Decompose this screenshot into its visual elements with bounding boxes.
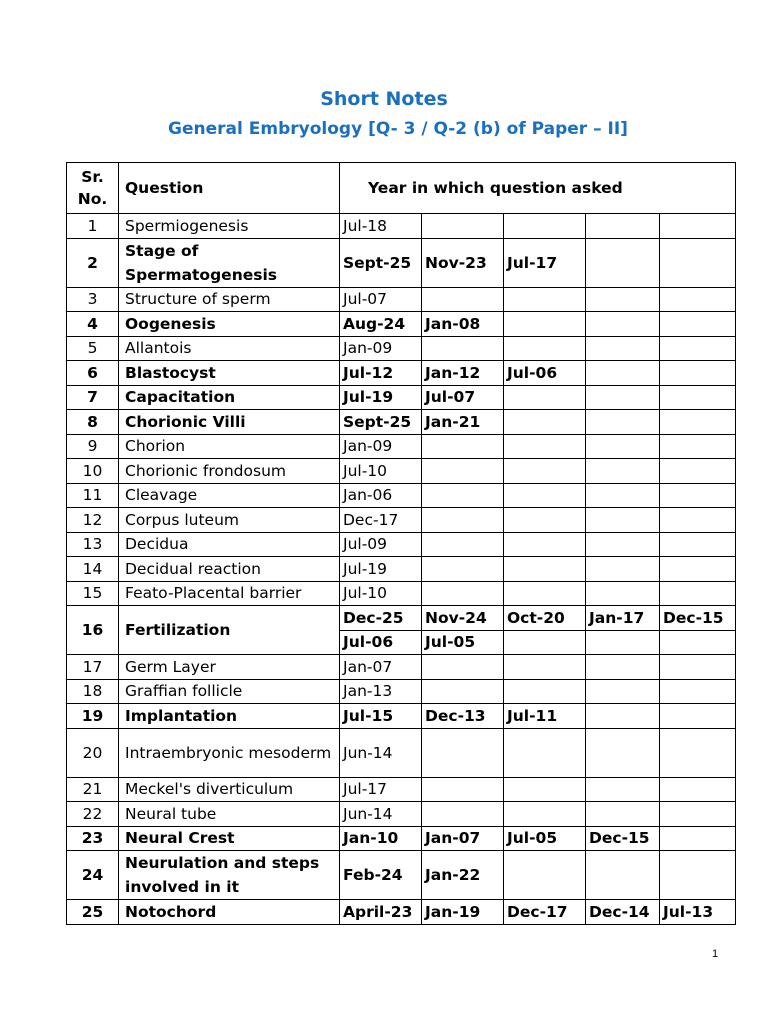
cell-sr-no: 11 [67, 483, 119, 508]
cell-year [422, 581, 504, 606]
cell-year [422, 336, 504, 361]
cell-year: April-23 [340, 900, 422, 925]
cell-sr-no: 24 [67, 851, 119, 900]
cell-year [660, 802, 736, 827]
cell-year [504, 287, 586, 312]
cell-year: Sept-25 [340, 238, 422, 287]
cell-question: Notochord [119, 900, 340, 925]
cell-question: Implantation [119, 704, 340, 729]
cell-year: Jan-09 [340, 434, 422, 459]
cell-sr-no: 8 [67, 410, 119, 435]
page-number: 1 [712, 948, 719, 960]
table-row [67, 508, 736, 533]
cell-sr-no: 21 [67, 777, 119, 802]
cell-year [586, 410, 660, 435]
cell-year [660, 532, 736, 557]
table-row [67, 728, 736, 777]
cell-year [660, 728, 736, 777]
cell-year [504, 777, 586, 802]
cell-year [504, 802, 586, 827]
cell-year [422, 802, 504, 827]
cell-sr-no: 16 [67, 606, 119, 655]
cell-year [422, 655, 504, 680]
cell-year: Dec-17 [340, 508, 422, 533]
cell-year: Nov-24 [422, 606, 504, 631]
cell-sr-no: 14 [67, 557, 119, 582]
cell-year [504, 312, 586, 337]
cell-year [504, 581, 586, 606]
cell-year: Oct-20 [504, 606, 586, 631]
table-row [67, 851, 736, 900]
cell-year [504, 410, 586, 435]
cell-year: Jan-07 [340, 655, 422, 680]
cell-year: Jul-15 [340, 704, 422, 729]
cell-year [422, 287, 504, 312]
cell-question: Corpus luteum [119, 508, 340, 533]
table-row [67, 900, 736, 925]
cell-year [504, 434, 586, 459]
cell-sr-no: 9 [67, 434, 119, 459]
cell-year [504, 557, 586, 582]
cell-year: Sept-25 [340, 410, 422, 435]
cell-year [586, 483, 660, 508]
cell-year [504, 728, 586, 777]
cell-year [504, 508, 586, 533]
cell-year [586, 508, 660, 533]
cell-year [586, 581, 660, 606]
cell-sr-no: 22 [67, 802, 119, 827]
cell-year [586, 655, 660, 680]
questions-table [66, 162, 736, 925]
cell-year [660, 287, 736, 312]
cell-year: Jun-14 [340, 728, 422, 777]
cell-question: Chorionic Villi [119, 410, 340, 435]
table-row [67, 581, 736, 606]
cell-year: Dec-25 [340, 606, 422, 631]
cell-year [586, 385, 660, 410]
table-row [67, 434, 736, 459]
cell-year: Jan-22 [422, 851, 504, 900]
table-row [67, 777, 736, 802]
table-row [67, 557, 736, 582]
cell-sr-no: 12 [67, 508, 119, 533]
cell-year [586, 434, 660, 459]
cell-year [586, 214, 660, 239]
cell-year: Jul-19 [340, 385, 422, 410]
cell-sr-no: 5 [67, 336, 119, 361]
cell-year: Jul-05 [422, 630, 504, 655]
cell-year [586, 459, 660, 484]
cell-year [586, 728, 660, 777]
header-question: Question [119, 163, 340, 214]
cell-year [422, 728, 504, 777]
cell-year [586, 802, 660, 827]
cell-year: Jul-17 [504, 238, 586, 287]
cell-question: Spermiogenesis [119, 214, 340, 239]
cell-year: Aug-24 [340, 312, 422, 337]
cell-year [504, 214, 586, 239]
table-row [67, 483, 736, 508]
cell-year: Jan-19 [422, 900, 504, 925]
cell-year [660, 385, 736, 410]
table-row [67, 361, 736, 386]
cell-sr-no: 1 [67, 214, 119, 239]
table-row [67, 238, 736, 287]
cell-question: Neurulation and steps involved in it [119, 851, 340, 900]
cell-year: Jul-19 [340, 557, 422, 582]
document-title: Short Notes [320, 88, 448, 110]
cell-sr-no: 19 [67, 704, 119, 729]
cell-question: Stage of Spermatogenesis [119, 238, 340, 287]
cell-question: Graffian follicle [119, 679, 340, 704]
cell-year [586, 238, 660, 287]
cell-year [660, 410, 736, 435]
header-years: Year in which question asked [340, 163, 736, 214]
cell-year [660, 704, 736, 729]
cell-year: Jul-11 [504, 704, 586, 729]
cell-year [422, 777, 504, 802]
cell-question: Blastocyst [119, 361, 340, 386]
table-header-row [67, 163, 736, 214]
cell-sr-no: 2 [67, 238, 119, 287]
cell-question: Chorion [119, 434, 340, 459]
cell-year: Jul-07 [422, 385, 504, 410]
cell-sr-no: 17 [67, 655, 119, 680]
cell-year [586, 532, 660, 557]
cell-year: Jul-10 [340, 581, 422, 606]
cell-year [586, 336, 660, 361]
table-row [67, 826, 736, 851]
cell-year: Jan-08 [422, 312, 504, 337]
table-row [67, 385, 736, 410]
cell-question: Neural Crest [119, 826, 340, 851]
cell-year: Jan-06 [340, 483, 422, 508]
cell-year [422, 483, 504, 508]
cell-question: Meckel's diverticulum [119, 777, 340, 802]
cell-year: Dec-15 [586, 826, 660, 851]
cell-year [504, 851, 586, 900]
cell-year [504, 532, 586, 557]
cell-year [422, 679, 504, 704]
cell-year: Jan-10 [340, 826, 422, 851]
table-row [67, 410, 736, 435]
cell-year [660, 214, 736, 239]
cell-year [660, 459, 736, 484]
cell-sr-no: 15 [67, 581, 119, 606]
cell-question: Chorionic frondosum [119, 459, 340, 484]
table-row [67, 802, 736, 827]
header-sr-no: Sr. No. [67, 163, 119, 214]
cell-year [422, 508, 504, 533]
table-row [67, 704, 736, 729]
cell-year: Jun-14 [340, 802, 422, 827]
cell-question: Neural tube [119, 802, 340, 827]
cell-year [660, 679, 736, 704]
table-row [67, 655, 736, 680]
cell-question: Capacitation [119, 385, 340, 410]
cell-question: Feato-Placental barrier [119, 581, 340, 606]
cell-sr-no: 18 [67, 679, 119, 704]
cell-year: Jul-18 [340, 214, 422, 239]
cell-year [586, 361, 660, 386]
cell-sr-no: 13 [67, 532, 119, 557]
cell-question: Structure of sperm [119, 287, 340, 312]
cell-question: Germ Layer [119, 655, 340, 680]
cell-year: Jan-07 [422, 826, 504, 851]
table-row [67, 214, 736, 239]
cell-sr-no: 4 [67, 312, 119, 337]
table-row [67, 287, 736, 312]
cell-year: Jan-09 [340, 336, 422, 361]
cell-year [660, 336, 736, 361]
cell-year [660, 557, 736, 582]
cell-year: Dec-17 [504, 900, 586, 925]
cell-question: Cleavage [119, 483, 340, 508]
cell-question: Decidual reaction [119, 557, 340, 582]
cell-year [586, 851, 660, 900]
cell-question: Decidua [119, 532, 340, 557]
document-subtitle: General Embryology [Q- 3 / Q-2 (b) of Paper – II] [168, 119, 628, 139]
cell-year [504, 336, 586, 361]
cell-question: Oogenesis [119, 312, 340, 337]
cell-sr-no: 3 [67, 287, 119, 312]
table-body [67, 214, 736, 925]
cell-question: Intraembryonic mesoderm [119, 728, 340, 777]
cell-year: Jul-06 [504, 361, 586, 386]
table-row [67, 459, 736, 484]
cell-year [586, 679, 660, 704]
cell-year: Jul-17 [340, 777, 422, 802]
cell-year: Jan-21 [422, 410, 504, 435]
cell-year: Jan-12 [422, 361, 504, 386]
cell-question: Fertilization [119, 606, 340, 655]
cell-year: Jul-12 [340, 361, 422, 386]
cell-sr-no: 20 [67, 728, 119, 777]
cell-year: Jul-09 [340, 532, 422, 557]
cell-year [660, 361, 736, 386]
cell-year: Jan-13 [340, 679, 422, 704]
table-row [67, 606, 736, 631]
cell-year [422, 459, 504, 484]
cell-year [660, 851, 736, 900]
cell-year [422, 434, 504, 459]
cell-year [660, 238, 736, 287]
cell-year [660, 483, 736, 508]
cell-year: Dec-13 [422, 704, 504, 729]
cell-year: Dec-15 [660, 606, 736, 631]
cell-year [660, 508, 736, 533]
cell-year [586, 312, 660, 337]
table-row [67, 679, 736, 704]
cell-year [586, 287, 660, 312]
cell-year [504, 483, 586, 508]
cell-year [422, 532, 504, 557]
cell-year [586, 777, 660, 802]
table-row [67, 532, 736, 557]
cell-year [660, 630, 736, 655]
table-row [67, 336, 736, 361]
cell-sr-no: 7 [67, 385, 119, 410]
cell-year [660, 581, 736, 606]
cell-year: Jul-05 [504, 826, 586, 851]
cell-year [504, 630, 586, 655]
table-row [67, 312, 736, 337]
cell-year [504, 679, 586, 704]
cell-year [660, 826, 736, 851]
cell-year: Jan-17 [586, 606, 660, 631]
cell-year [422, 557, 504, 582]
cell-sr-no: 10 [67, 459, 119, 484]
cell-year [504, 459, 586, 484]
cell-year: Jul-10 [340, 459, 422, 484]
cell-year [660, 655, 736, 680]
cell-year: Jul-13 [660, 900, 736, 925]
cell-year [422, 214, 504, 239]
cell-year [660, 312, 736, 337]
cell-sr-no: 25 [67, 900, 119, 925]
cell-year [586, 557, 660, 582]
cell-year: Nov-23 [422, 238, 504, 287]
cell-sr-no: 6 [67, 361, 119, 386]
cell-question: Allantois [119, 336, 340, 361]
cell-year: Jul-07 [340, 287, 422, 312]
cell-year [660, 434, 736, 459]
cell-year [660, 777, 736, 802]
cell-year: Dec-14 [586, 900, 660, 925]
cell-sr-no: 23 [67, 826, 119, 851]
cell-year [504, 385, 586, 410]
cell-year [586, 704, 660, 729]
cell-year [504, 655, 586, 680]
cell-year: Jul-06 [340, 630, 422, 655]
cell-year [586, 630, 660, 655]
cell-year: Feb-24 [340, 851, 422, 900]
